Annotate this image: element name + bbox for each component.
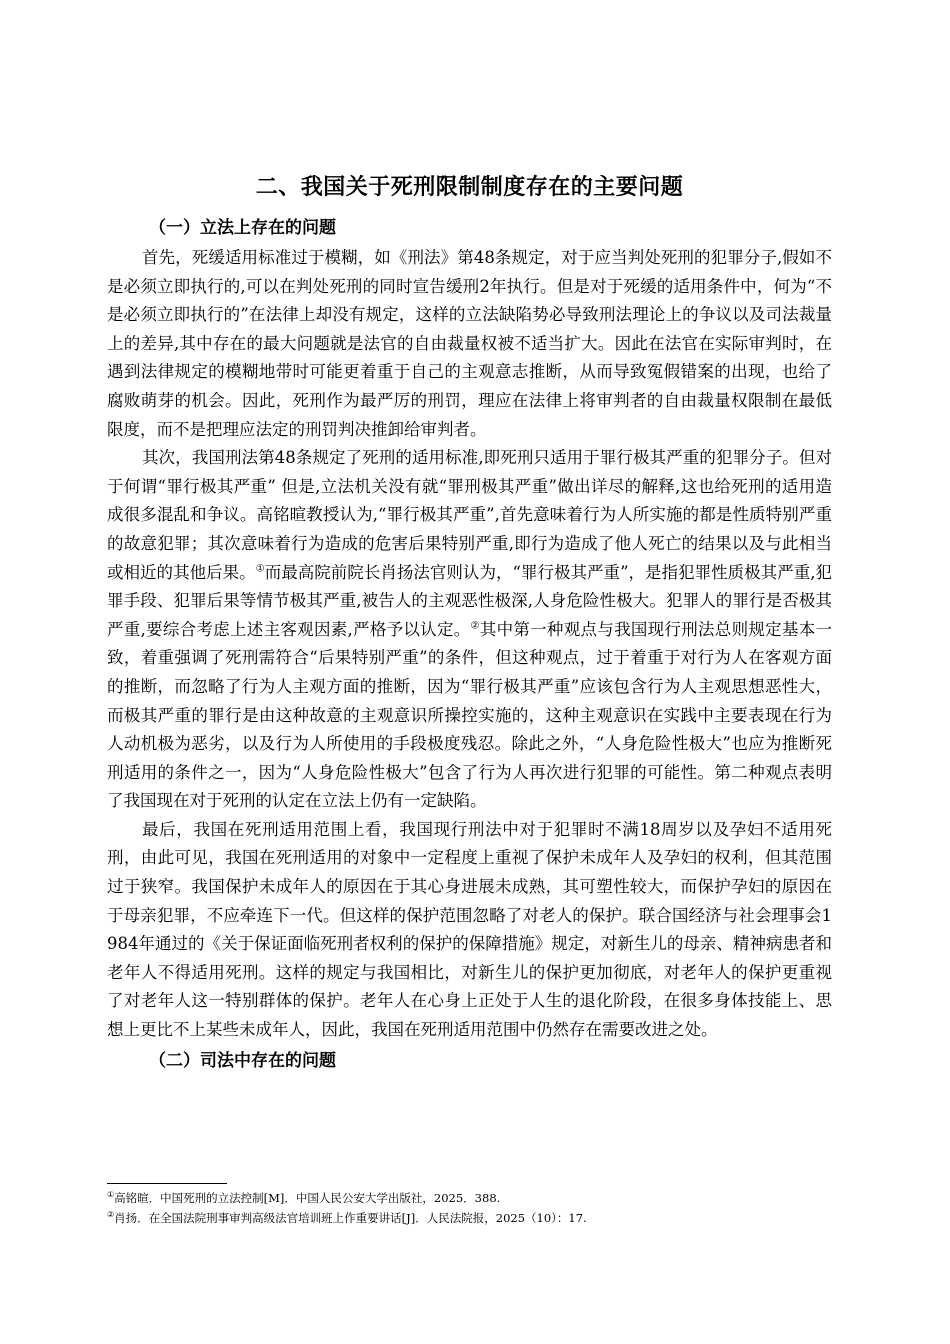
footnote-divider xyxy=(107,1183,227,1184)
footnote-mark: ② xyxy=(107,1210,115,1220)
paragraph-second xyxy=(107,444,832,816)
paragraph-text: 最后，我国在死刑适用范围上看，我国现行刑法中对于犯罪时不满18周岁以及孕妇不适用死刑，由此可见，我国在死刑适用的对象中一定程度上重视了保护未成年人及孕妇的权利，但其范围过于狭窄。我国保护未成年人的原因在于其心身进展未成熟，其可塑性较大，而保护孕妇的原因在于母亲犯罪，不应牵连下一代。但这样的保护范围忽略了对老人的保护。联合国经济与社会理事会1984年通过的《关于保证面临死刑者权利的保护的保障措施》规定，对新生儿的母亲、精神病患者和老年人不得适用死刑。这样的规定与我国相比，对新生儿的保护更加彻底，对老年人的保护更重视了对老年人这一特别群体的保护。老年人在心身上正处于人生的退化阶段，在很多身体技能上、思想上更比不上某些未成年人，因此，我国在死刑适用范围中仍然存在需要改进之处。 xyxy=(107,819,832,1040)
footnote-text: 肖扬．在全国法院刑事审判高级法官培训班上作重要讲话[J]．人民法院报，2025（10）：17. xyxy=(114,1211,587,1225)
section-heading-legislation: （一）立法上存在的问题 xyxy=(149,218,336,238)
footnote-1 xyxy=(107,1188,832,1208)
paragraph-text: 其次，我国刑法第48条规定了死刑的适用标准,即死刑只适用于罪行极其严重的犯罪分子。但对于何谓“罪行极其严重” 但是,立法机关没有就“罪刑极其严重”做出详尽的解释,这也给死刑的适用造成很多混乱和争议。高铭暄教授认为,“罪行极其严重”,首先意味着行为人所实施的都是性质特别严重的故意犯罪；其次意味着行为造成的危害后果特别严重,即行为造成了他人死亡的结果以及与此相当或相近的其他后果。 xyxy=(107,448,832,582)
paragraph-text: 首先，死缓适用标准过于模糊，如《刑法》第48条规定，对于应当判处死刑的犯罪分子,假如不是必须立即执行的,可以在判处死刑的同时宣告缓刑2年执行。但是对于死缓的适用条件中，何为“不是必须立即执行的”在法律上却没有规定，这样的立法缺陷势必导致刑法理论上的争议以及司法裁量上的差异,其中存在的最大问题就是法官的自由裁量权被不适当扩大。因此在法官在实际审判时，在遇到法律规定的模糊地带时可能更着重于自己的主观意志推断，从而导致冤假错案的出现，也给了腐败萌芽的机会。因此，死刑作为最严厉的刑罚，理应在法律上将审判者的自由裁量权限制在最低限度，而不是把理应法定的刑罚判决推卸给审判者。 xyxy=(107,248,832,439)
paragraph-text: 而最高院前院长肖扬法官则认为，“罪行极其严重”，是指犯罪性质极其严重,犯罪手段、犯罪后果等情节极其严重,被告人的主观恶性极深,人身危险性极大。犯罪人的罪行是否极其严重,要综合考虑上述主客观因素,严格予以认定。 xyxy=(107,562,833,639)
page-title: 二、我国关于死刑限制制度存在的主要问题 xyxy=(255,175,684,200)
paragraph-first xyxy=(107,244,832,444)
section-heading-judicial: （二）司法中存在的问题 xyxy=(149,1050,336,1071)
footnote-ref-1[interactable]: ① xyxy=(255,563,265,575)
paragraph-third xyxy=(107,816,832,1045)
paragraph-text: 其中第一种观点与我国现行刑法总则规定基本一致，着重强调了死刑需符合“后果特别严重”的条件，但这种观点，过于着重于对行为人在客观方面的推断，而忽略了行为人主观方面的推断，因为“罪行极其严重”应该包含行为人主观思想恶性大，而极其严重的罪行是由这种故意的主观意识所操控实施的，这种主观意识在实践中主要表现在行为人动机极为恶劣，以及行为人所使用的手段极度残忍。除此之外，“人身危险性极大”也应为推断死刑适用的条件之一，因为“人身危险性极大”包含了行为人再次进行犯罪的可能性。第二种观点表明了我国现在对于死刑的认定在立法上仍有一定缺陷。 xyxy=(107,619,832,811)
document-body xyxy=(107,168,832,1077)
footnote-text: 高铭暄．中国死刑的立法控制[M]．中国人民公安大学出版社，2025．388. xyxy=(114,1191,501,1205)
footnote-2 xyxy=(107,1208,832,1228)
footnote-mark: ① xyxy=(107,1190,115,1200)
footnote-ref-2[interactable]: ② xyxy=(470,620,480,632)
footnotes xyxy=(107,1183,832,1228)
